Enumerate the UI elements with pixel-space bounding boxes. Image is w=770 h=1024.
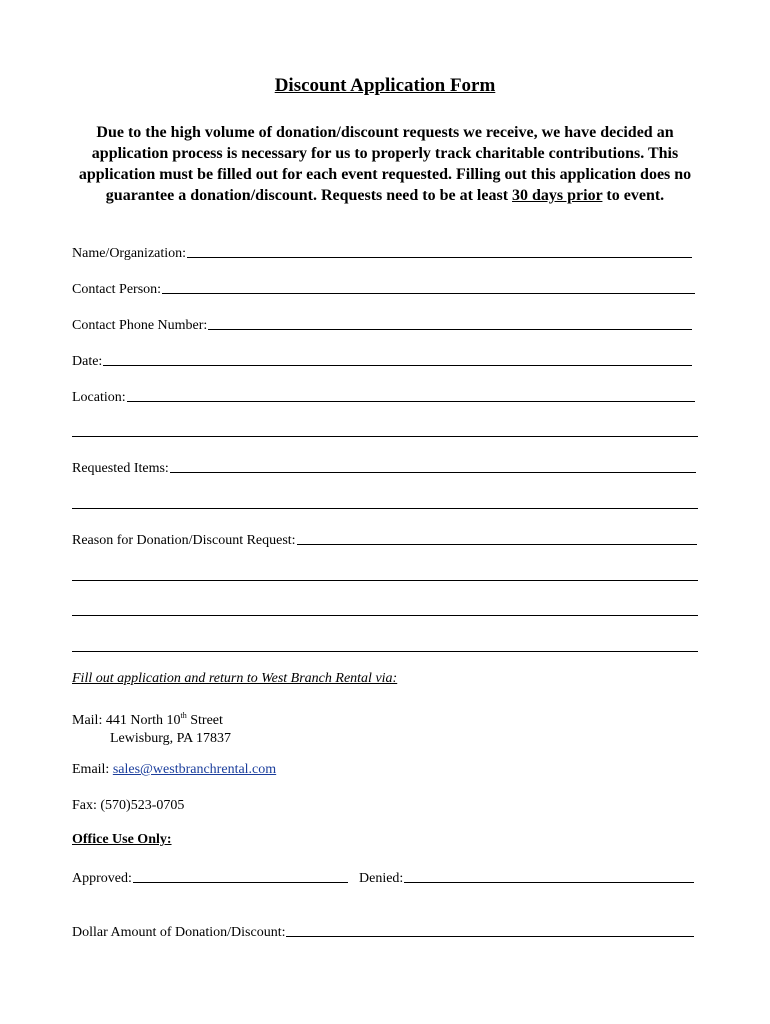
location-label: Location:: [72, 390, 126, 405]
contact-phone-line[interactable]: [208, 329, 692, 330]
approved-label: Approved:: [72, 871, 132, 886]
approved-line[interactable]: [133, 882, 348, 883]
fax-line: Fax: (570)523-0705: [72, 798, 185, 813]
contact-phone-label: Contact Phone Number:: [72, 318, 208, 333]
dollar-amount-label: Dollar Amount of Donation/Discount:: [72, 925, 286, 940]
approved-field[interactable]: [72, 867, 348, 887]
mail-street-line: [72, 707, 231, 730]
denied-label: Denied:: [359, 871, 404, 886]
requested-items-label: Requested Items:: [72, 461, 169, 476]
date-line[interactable]: [103, 365, 692, 366]
form-title: Discount Application Form: [274, 75, 496, 96]
office-use-heading: Office Use Only:: [72, 832, 172, 847]
intro-emphasis-text: 30 days prior: [512, 187, 603, 204]
dollar-amount-line[interactable]: [286, 936, 694, 937]
contact-person-label: Contact Person:: [72, 282, 162, 297]
name-organization-field[interactable]: [72, 242, 692, 262]
email-link[interactable]: sales@westbranchrental.com: [112, 762, 277, 777]
contact-phone-field[interactable]: [72, 314, 692, 334]
mail-street-name: Street: [186, 713, 223, 728]
location-extra-line[interactable]: [72, 436, 698, 437]
intro-main-text: Due to the high volume of donation/discount requests we receive, we have decided an application process is necessary for us to properly track charitable contributions. This application must be filled out for each event requested. Filling out this application does no guarantee a donation/discount. Requests need to be at least: [78, 124, 692, 204]
reason-label: Reason for Donation/Discount Request:: [72, 533, 296, 548]
requested-items-extra-line[interactable]: [72, 508, 698, 509]
requested-items-field[interactable]: [72, 457, 696, 477]
name-organization-label: Name/Organization:: [72, 246, 187, 261]
reason-line[interactable]: [297, 544, 697, 545]
location-field[interactable]: [72, 386, 695, 406]
intro-paragraph: [76, 122, 694, 206]
requested-items-line[interactable]: [170, 472, 696, 473]
mail-label: Mail:: [72, 713, 106, 728]
mail-street-number: 441 North 10: [105, 713, 181, 728]
email-label: Email:: [72, 762, 113, 777]
dollar-amount-field[interactable]: [72, 921, 694, 941]
name-organization-line[interactable]: [187, 257, 692, 258]
date-field[interactable]: [72, 350, 692, 370]
reason-extra-line-3[interactable]: [72, 651, 698, 652]
reason-extra-line-1[interactable]: [72, 580, 698, 581]
denied-field[interactable]: [359, 867, 694, 887]
mail-street-suffix: th: [180, 711, 187, 720]
reason-extra-line-2[interactable]: [72, 615, 698, 616]
mail-address-block: [72, 707, 231, 748]
contact-person-line[interactable]: [162, 293, 695, 294]
date-label: Date:: [72, 354, 103, 369]
return-instructions: Fill out application and return to West Branch Rental via:: [72, 671, 398, 686]
email-line: [72, 761, 276, 779]
contact-person-field[interactable]: [72, 278, 695, 298]
reason-field[interactable]: [72, 529, 697, 549]
denied-line[interactable]: [404, 882, 694, 883]
mail-city-line: Lewisburg, PA 17837: [110, 731, 231, 746]
location-line[interactable]: [127, 401, 695, 402]
intro-end-text: to event.: [602, 187, 665, 204]
